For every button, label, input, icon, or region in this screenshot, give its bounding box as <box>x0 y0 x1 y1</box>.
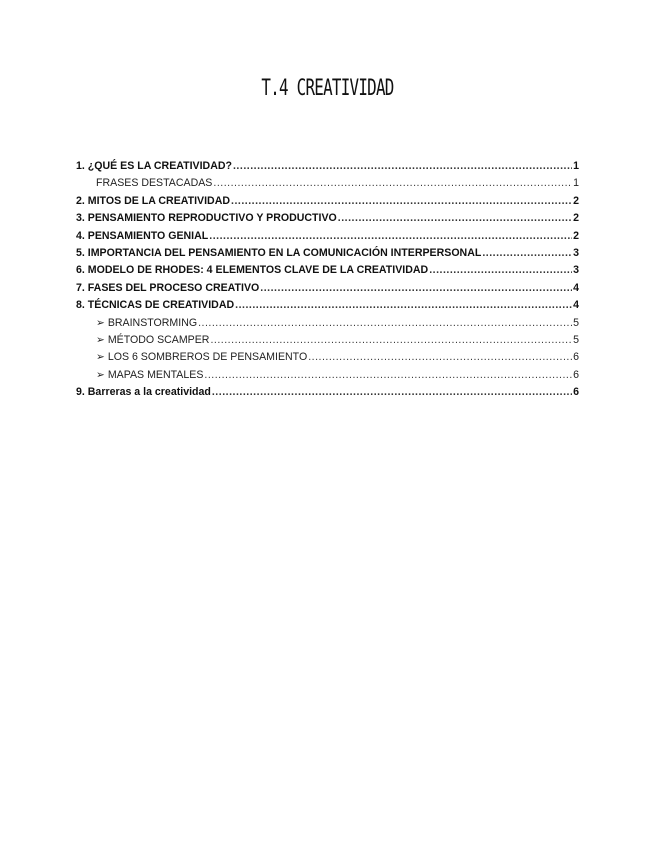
toc-entry-label: ➢ LOS 6 SOMBREROS DE PENSAMIENTO <box>96 351 308 364</box>
document-title: T.4 CREATIVIDAD <box>261 76 394 101</box>
toc-page-number: 2 <box>573 194 579 207</box>
toc-entry-label: ➢ MAPAS MENTALES <box>96 368 204 381</box>
toc-dot-leader <box>213 175 572 192</box>
toc-entry[interactable] <box>76 297 579 314</box>
toc-dot-leader <box>429 262 572 279</box>
toc-entry-label: ➢ BRAINSTORMING <box>96 316 198 329</box>
toc-entry[interactable] <box>76 210 579 227</box>
toc-dot-leader <box>198 315 572 332</box>
toc-dot-leader <box>235 297 572 314</box>
toc-entry-label: 6. MODELO DE RHODES: 4 ELEMENTOS CLAVE DE LA CREATIVIDAD <box>76 264 429 277</box>
toc-entry[interactable] <box>76 245 579 262</box>
toc-page-number: 4 <box>573 299 579 312</box>
toc-entry-label: 2. MITOS DE LA CREATIVIDAD <box>76 194 231 207</box>
toc-entry-label: 7. FASES DEL PROCESO CREATIVO <box>76 281 260 294</box>
toc-page-number: 4 <box>573 281 579 294</box>
toc-entry[interactable] <box>76 315 579 332</box>
toc-dot-leader <box>233 158 572 175</box>
toc-dot-leader <box>210 332 572 349</box>
toc-entry[interactable] <box>76 332 579 349</box>
toc-entry-label: FRASES DESTACADAS <box>96 177 213 190</box>
toc-entry-label: 3. PENSAMIENTO REPRODUCTIVO Y PRODUCTIVO <box>76 212 337 225</box>
toc-entry[interactable] <box>76 367 579 384</box>
toc-page-number: 1 <box>573 160 579 172</box>
toc-page-number: 6 <box>573 368 579 381</box>
toc-entry[interactable] <box>76 349 579 366</box>
toc-page-number: 3 <box>573 246 579 259</box>
toc-entry-label: 9. Barreras a la creatividad <box>76 386 211 399</box>
toc-entry[interactable] <box>76 280 579 297</box>
table-of-contents <box>76 158 579 401</box>
toc-entry[interactable] <box>76 262 579 279</box>
toc-entry-label: 8. TÉCNICAS DE CREATIVIDAD <box>76 299 235 312</box>
toc-entry[interactable] <box>76 175 579 192</box>
toc-page-number: 2 <box>573 229 579 242</box>
toc-page-number: 3 <box>573 264 579 277</box>
toc-dot-leader <box>231 193 572 210</box>
toc-dot-leader <box>338 210 572 227</box>
toc-entry[interactable] <box>76 228 579 245</box>
toc-page-number: 5 <box>573 333 579 346</box>
toc-dot-leader <box>260 280 572 297</box>
toc-entry-label: 1. ¿QUÉ ES LA CREATIVIDAD? <box>76 160 232 172</box>
toc-dot-leader <box>204 367 572 384</box>
toc-page-number: 6 <box>573 386 579 399</box>
toc-dot-leader <box>212 384 572 401</box>
toc-page-number: 2 <box>573 212 579 225</box>
toc-entry-label: ➢ MÉTODO SCAMPER <box>96 333 210 346</box>
toc-page-number: 6 <box>573 351 579 364</box>
toc-page-number: 1 <box>573 177 579 190</box>
toc-entry[interactable] <box>76 158 579 175</box>
toc-entry[interactable] <box>76 384 579 401</box>
toc-page-number: 5 <box>573 316 579 329</box>
toc-entry-label: 5. IMPORTANCIA DEL PENSAMIENTO EN LA COMUNICACIÓN INTERPERSONAL <box>76 246 482 259</box>
toc-dot-leader <box>482 245 572 262</box>
toc-dot-leader <box>209 228 572 245</box>
toc-entry-label: 4. PENSAMIENTO GENIAL <box>76 229 209 242</box>
toc-dot-leader <box>308 349 572 366</box>
toc-entry[interactable] <box>76 193 579 210</box>
